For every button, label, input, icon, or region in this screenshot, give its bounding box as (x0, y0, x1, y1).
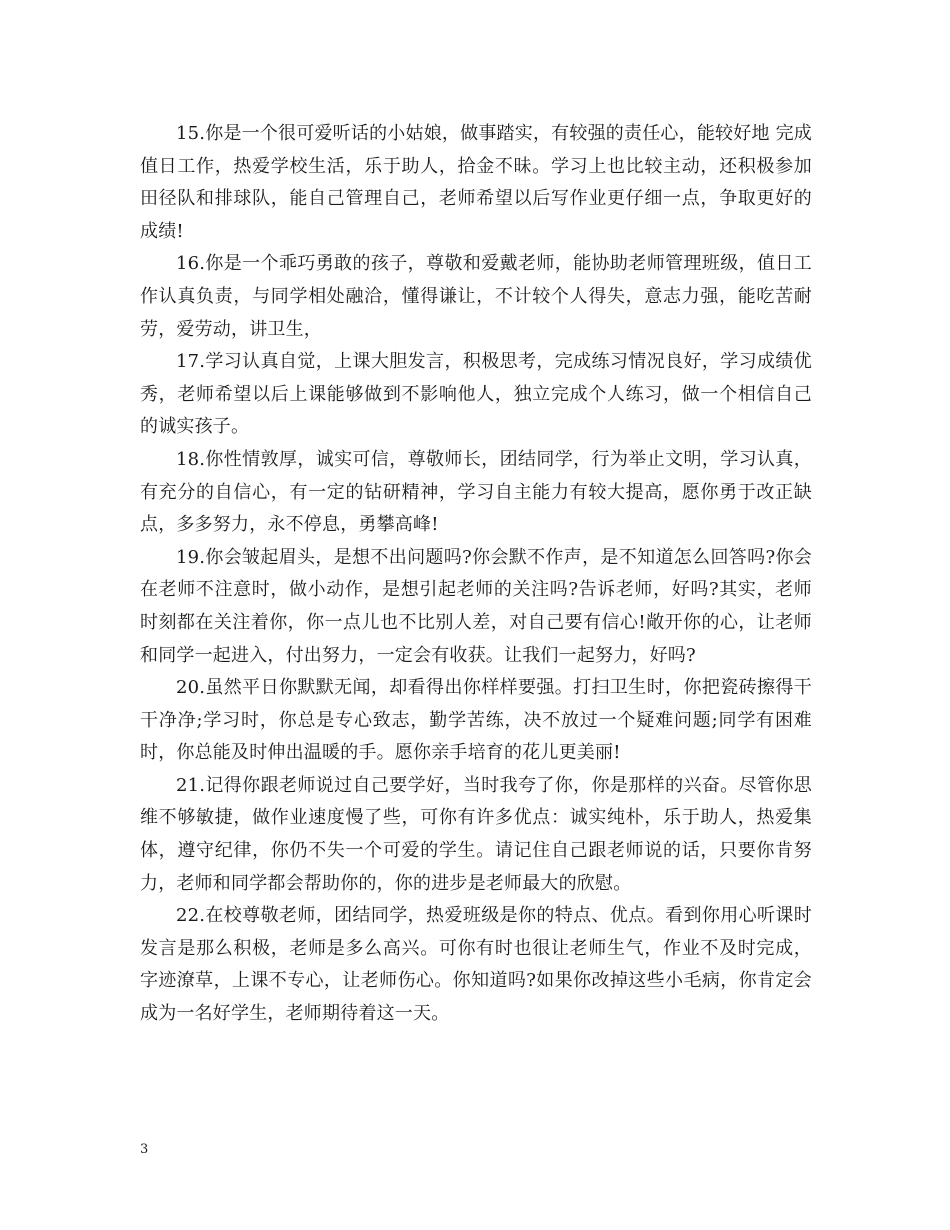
paragraph-15: 15.你是一个很可爱听话的小姑娘，做事踏实，有较强的责任心，能较好地 完成值日工作，热爱学校生活，乐于助人，拾金不昧。学习上也比较主动，还积极参加田径队和排球队，能自己管理自己，老师希望以后写作业更仔细一点，争取更好的成绩! (140, 123, 812, 242)
paragraph-19: 19.你会皱起眉头，是想不出问题吗?你会默不作声，是不知道怎么回答吗?你会在老师不注意时，做小动作，是想引起老师的关注吗?告诉老师，好吗?其实，老师时刻都在关注着你，你一点儿也不比别人差，对自己要有信心!敞开你的心，让老师和同学一起进入，付出努力，一定会有收获。让我们一起努力，好吗? (140, 546, 812, 666)
paragraph-16: 16.你是一个乖巧勇敢的孩子，尊敬和爱戴老师，能协助老师管理班级，值日工作认真负责，与同学相处融洽，懂得谦让，不计较个人得失，意志力强，能吃苦耐劳，爱劳动，讲卫生， (140, 253, 812, 340)
paragraph-20: 20.虽然平日你默默无闻，却看得出你样样要强。打扫卫生时，你把瓷砖擦得干干净净;学习时，你总是专心致志，勤学苦练，决不放过一个疑难问题;同学有困难时，你总能及时伸出温暖的手。愿你亲手培育的花儿更美丽! (140, 677, 812, 764)
paragraph-21: 21.记得你跟老师说过自己要学好，当时我夸了你，你是那样的兴奋。尽管你思维不够敏捷，做作业速度慢了些，可你有许多优点：诚实纯朴，乐于助人，热爱集体，遵守纪律，你仍不失一个可爱的学生。请记住自己跟老师说的话，只要你肯努力，老师和同学都会帮助你的，你的进步是老师最大的欣慰。 (140, 774, 812, 894)
paragraph-17: 17.学习认真自觉，上课大胆发言，积极思考，完成练习情况良好，学习成绩优秀，老师希望以后上课能够做到不影响他人，独立完成个人练习，做一个相信自己的诚实孩子。 (140, 351, 812, 438)
paragraph-18: 18.你性情敦厚，诚实可信，尊敬师长，团结同学，行为举止文明，学习认真，有充分的自信心，有一定的钻研精神，学习自主能力有较大提高，愿你勇于改正缺点，多多努力，永不停息，勇攀高峰! (140, 448, 812, 536)
document-body (140, 118, 812, 1031)
paragraph-22: 22.在校尊敬老师，团结同学，热爱班级是你的特点、优点。看到你用心听课时发言是那么积极，老师是多么高兴。可你有时也很让老师生气，作业不及时完成，字迹潦草，上课不专心，让老师伤心。你知道吗?如果你改掉这些小毛病，你肯定会成为一名好学生，老师期待着这一天。 (140, 905, 812, 1025)
page-number: 3 (140, 1142, 149, 1157)
